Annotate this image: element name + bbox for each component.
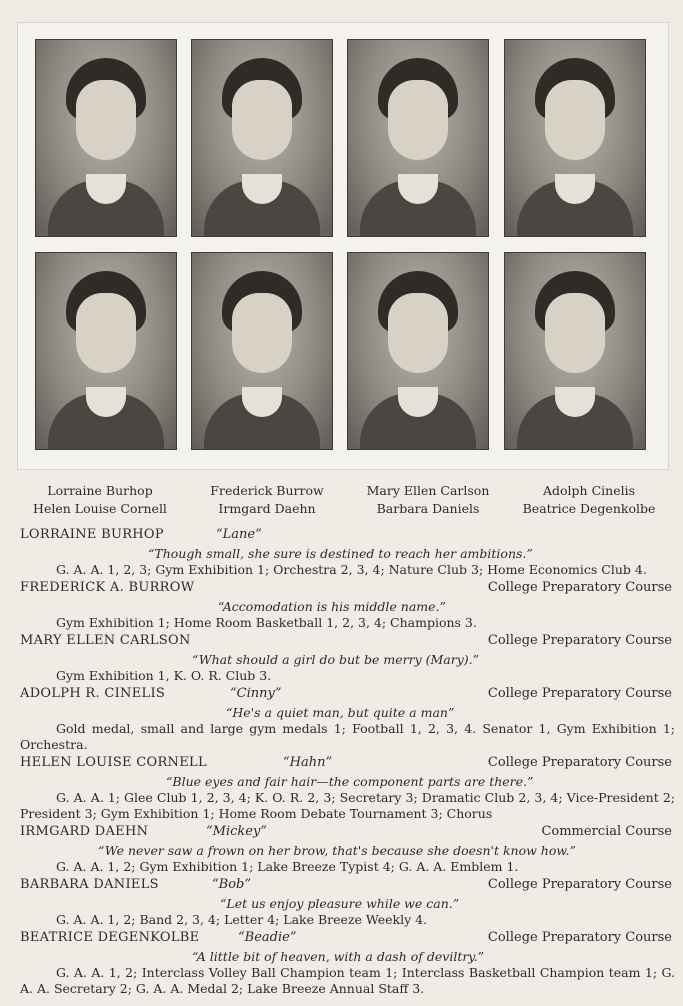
bio-quote: “A little bit of heaven, with a dash of deviltry.” [192, 949, 485, 964]
bio-header [20, 930, 675, 949]
bio-course: College Preparatory Course [487, 877, 672, 892]
bio-header [20, 755, 675, 774]
bio-activities: G. A. A. 1, 2; Interclass Volley Ball Champion team 1; Interclass Basketball Champion team 1; G. A. A. Secretary 2; G. A. A. Medal 2; Lake Breeze Annual Staff 3. [20, 965, 675, 996]
bio-entry [20, 527, 675, 578]
bio-quote: “Blue eyes and fair hair—the component parts are there.” [166, 774, 534, 789]
bio-entry [20, 580, 675, 631]
portrait-mary-ellen-carlson [347, 39, 489, 237]
bio-quote: “He's a quiet man, but quite a man” [226, 705, 455, 720]
bio-activities: Gym Exhibition 1; Home Room Basketball 1, 2, 3, 4; Champions 3. [56, 615, 477, 630]
caption-column-1 [20, 482, 180, 518]
portrait-beatrice-degenkolbe [504, 252, 646, 450]
bio-list [20, 527, 675, 999]
bio-entry [20, 930, 675, 997]
portrait-face [545, 293, 605, 373]
portrait-helen-louise-cornell [35, 252, 177, 450]
bio-header [20, 527, 675, 546]
bio-entry [20, 755, 675, 822]
bio-header [20, 686, 675, 705]
bio-course: College Preparatory Course [487, 633, 672, 648]
portrait-barbara-daniels [347, 252, 489, 450]
caption-name: Mary Ellen Carlson [366, 483, 490, 498]
bio-entry [20, 686, 675, 753]
bio-activities: Gym Exhibition 1, K. O. R. Club 3. [56, 668, 272, 683]
portrait-face [232, 80, 292, 160]
portrait-face [232, 293, 292, 373]
caption-name: Adolph Cinelis [543, 483, 635, 498]
bio-course: College Preparatory Course [487, 930, 672, 945]
portrait-adolph-cinelis [504, 39, 646, 237]
caption-name: Barbara Daniels [376, 501, 480, 516]
bio-name: ADOLPH R. CINELIS [20, 686, 166, 701]
bio-nickname: “Mickey” [206, 824, 267, 839]
bio-activities: G. A. A. 1, 2; Band 2, 3, 4; Letter 4; Lake Breeze Weekly 4. [56, 912, 428, 927]
bio-course: College Preparatory Course [487, 686, 672, 701]
caption-column-2 [187, 482, 347, 518]
portrait-lorraine-burhop [35, 39, 177, 237]
portrait-face [76, 80, 136, 160]
bio-nickname: “Lane” [216, 527, 262, 542]
bio-nickname: “Beadie” [238, 930, 297, 945]
portrait-face [388, 293, 448, 373]
bio-activities: G. A. A. 1; Glee Club 1, 2, 3, 4; K. O. R. 2, 3; Secretary 3; Dramatic Club 2, 3, 4; Vice-President 2; President 3; Gym Exhibition 1; Home Room Debate Tournament 3; Chorus [20, 790, 675, 821]
portrait-frederick-burrow [191, 39, 333, 237]
bio-name: BEATRICE DEGENKOLBE [20, 930, 200, 945]
bio-header [20, 580, 675, 599]
bio-name: MARY ELLEN CARLSON [20, 633, 191, 648]
bio-activities: Gold medal, small and large gym medals 1; Football 1, 2, 3, 4. Senator 1, Gym Exhibition 1; Orchestra. [20, 721, 675, 752]
bio-header [20, 877, 675, 896]
bio-quote: “Though small, she sure is destined to reach her ambitions.” [148, 546, 533, 561]
bio-activities: G. A. A. 1, 2; Gym Exhibition 1; Lake Breeze Typist 4; G. A. A. Emblem 1. [56, 859, 519, 874]
portrait-irmgard-daehn [191, 252, 333, 450]
bio-name: HELEN LOUISE CORNELL [20, 755, 207, 770]
photo-panel [17, 22, 669, 470]
caption-column-3 [348, 482, 508, 518]
caption-column-4 [509, 482, 669, 518]
bio-header [20, 824, 675, 843]
caption-name: Lorraine Burhop [47, 483, 153, 498]
bio-course: College Preparatory Course [487, 755, 672, 770]
bio-nickname: “Cinny” [230, 686, 282, 701]
caption-name: Frederick Burrow [210, 483, 324, 498]
bio-course: College Preparatory Course [487, 580, 672, 595]
bio-name: BARBARA DANIELS [20, 877, 159, 892]
portrait-face [388, 80, 448, 160]
portrait-face [76, 293, 136, 373]
bio-quote: “Accomodation is his middle name.” [218, 599, 446, 614]
bio-name: IRMGARD DAEHN [20, 824, 149, 839]
bio-quote: “Let us enjoy pleasure while we can.” [220, 896, 460, 911]
photo-captions [20, 482, 670, 518]
bio-entry [20, 824, 675, 875]
bio-course: Commercial Course [541, 824, 672, 839]
bio-header [20, 633, 675, 652]
bio-activities: G. A. A. 1, 2, 3; Gym Exhibition 1; Orchestra 2, 3, 4; Nature Club 3; Home Economics Club 4. [56, 562, 647, 577]
bio-nickname: “Hahn” [283, 755, 333, 770]
caption-name: Helen Louise Cornell [33, 501, 167, 516]
bio-quote: “What should a girl do but be merry (Mary).” [192, 652, 480, 667]
bio-entry [20, 633, 675, 684]
bio-nickname: “Bob” [212, 877, 251, 892]
bio-name: LORRAINE BURHOP [20, 527, 164, 542]
bio-entry [20, 877, 675, 928]
portrait-face [545, 80, 605, 160]
bio-quote: “We never saw a frown on her brow, that's because she doesn't know how.” [98, 843, 576, 858]
caption-name: Beatrice Degenkolbe [522, 501, 656, 516]
bio-name: FREDERICK A. BURROW [20, 580, 195, 595]
caption-name: Irmgard Daehn [218, 501, 316, 516]
